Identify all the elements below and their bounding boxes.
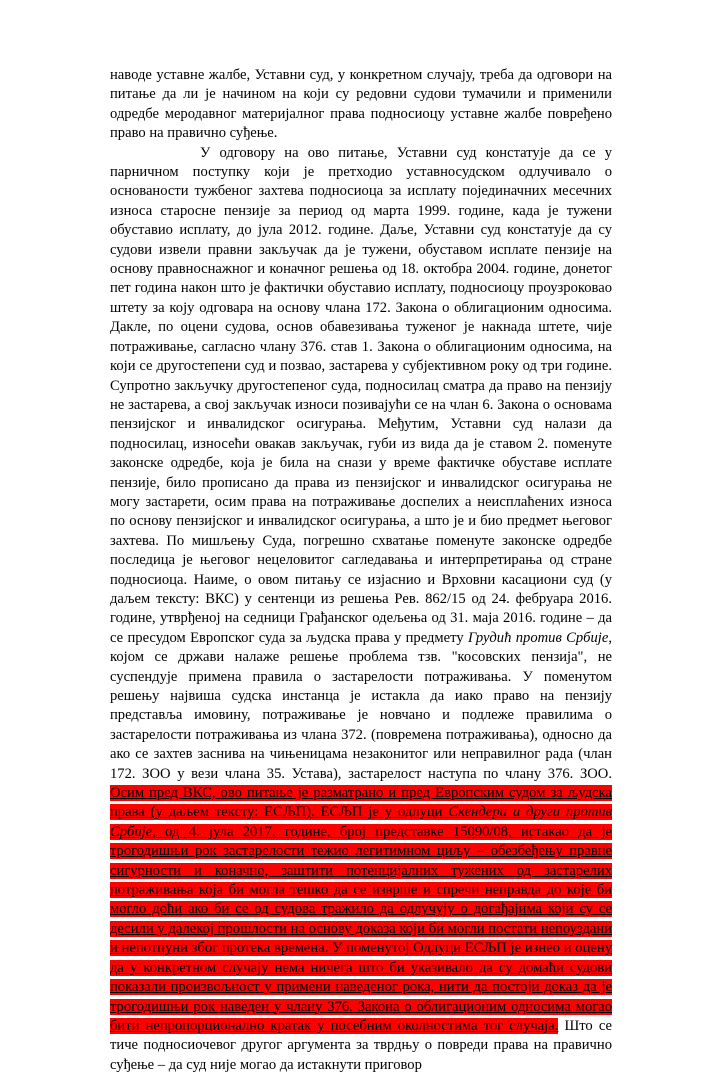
paragraph-main: [110, 144, 612, 1075]
highlighted-text-b: , од 4. јула 2017. године, број представке 15090/08, истакао да је трогодишњи рок застарелости тежио легитимном циљу – обезбеђењу правне сигурности и коначно, заштити потенцијалних тужених од застарелих потраживања која би могла тешко да се изврше и спречи неправда до које би могло доћи ако би се од судова тражило да одлучују о догађајима који су се десили у далекој прошлости на основу доказа који би могли постати непоуздани и непотпуни због протека времена. У поменутој Одлуци ЕСЉП је изнео и оцену да у конкретном случају нема ничега што би указивало да су домаћи судови показали произвољност у примени наведеног рока, нити да постоји доказ да је трогодишњи рок наведен у члану 376. Закона о облигационим односима могао бити непропорционално кратак у посебним околностима тог случаја.: [110, 823, 612, 1034]
case-name-grudic: Грудић против Србије: [467, 629, 609, 646]
paragraph-intro: наводе уставне жалбе, Уставни суд, у конкретном случају, треба да одговори на питање да ли је начином на који су редовни судови тумачили и применили одредбе меродавног материјалног права подносиоцу уставне жалбе повређено право на правично суђење.: [110, 67, 612, 142]
paragraph-main-text-a: У одговору на ово питање, Уставни суд констатује да се у парничном поступку који је претходио уставносудском одлучивало о основаности тужбеног захтева подносиоца за исплату појединачних месечних износа старосне пензије за период од марта 1999. године, када је тужени обуставио исплату, до јула 2012. године. Даље, Уставни суд констатује да су судови извели правни закључак да је тужени, обуставом исплате пензије на основу правноснажног и коначног решења од 18. октобра 2004. године, донетог пет година након што је фактички обуставио исплату, подносиоцу проузроковао штету за коју одговара на основу члана 172. Закона о облигационим односима. Дакле, по оцени судова, основ обавезивања туженог је накнада штете, чије потраживање, сагласно члану 376. став 1. Закона о облигационим односима, на који се другостепени суд и позвао, застарева у субјективном року од три године. Супротно закључку другостепеног суда, подносилац сматра да право на пензију не застарева, а свој закључак износи позивајући се на члан 6. Закона о основама пензијског и инвалидског осигурања. Међутим, Уставни суд налази да подносилац, износећи овакав закључак, губи из вида да је ставом 2. поменуте законске одредбе, која је била на снази у време фактичке обуставе исплате пензије, било прописано да права из пензијског и инвалидског осигурања не могу застарети, осим права на потраживање доспелих а неисплаћених износа по основу пензијског и инвалидског осигурања, а што је и био предмет његовог захтева. По мишљењу Суда, погрешно схватање поменуте законске одредбе последица је његовог нецеловитог сагледавања и интерпретирања од стране подносиоца. Наиме, о овом питању се изјаснио и Врховни касациони суд (у даљем тексту: ВКС) у сентенци из решења Рев. 862/15 од 24. фебруара 2016. године, утврђеној на седници Грађанског одељења од 31. маја 2016. године – да се пресудом Европског суда за људска права у предмету: [110, 144, 612, 646]
highlighted-text-a: Осим пред ВКС, ово питање је разматрано и пред Европским судом за људска права (у даљем тексту: ЕСЉП). ЕСЉП је у одлуци: [110, 785, 612, 821]
paragraph-main-text-c: Што се тиче подносиочевог другог аргумента за тврдњу о повреди права на правично суђење – да суд није могао да истакнути приговор: [110, 1017, 613, 1073]
document-page: [110, 66, 612, 1075]
highlighted-passage: [110, 785, 612, 1034]
paragraph-main-text-b: , којом се држави налаже решење проблема тзв. "косовских пензија", не суспендује примена правила о застарелости потраживања. У поменутом решењу највиша судска инстанца је истакла да иако право на пензију представља имовину, потраживање је новчано и подлеже правилима о застарелости потраживања из члана 372. (повремена потраживања), односно да ако се захтев заснива на чињеницама незаконитог или неправилног рада (члан 172. ЗОО у вези члана 35. Устава), застарелост наступа по члану 376. ЗОО.: [110, 629, 612, 782]
case-name-skenderi: Скендери и други против Србије: [110, 804, 612, 840]
